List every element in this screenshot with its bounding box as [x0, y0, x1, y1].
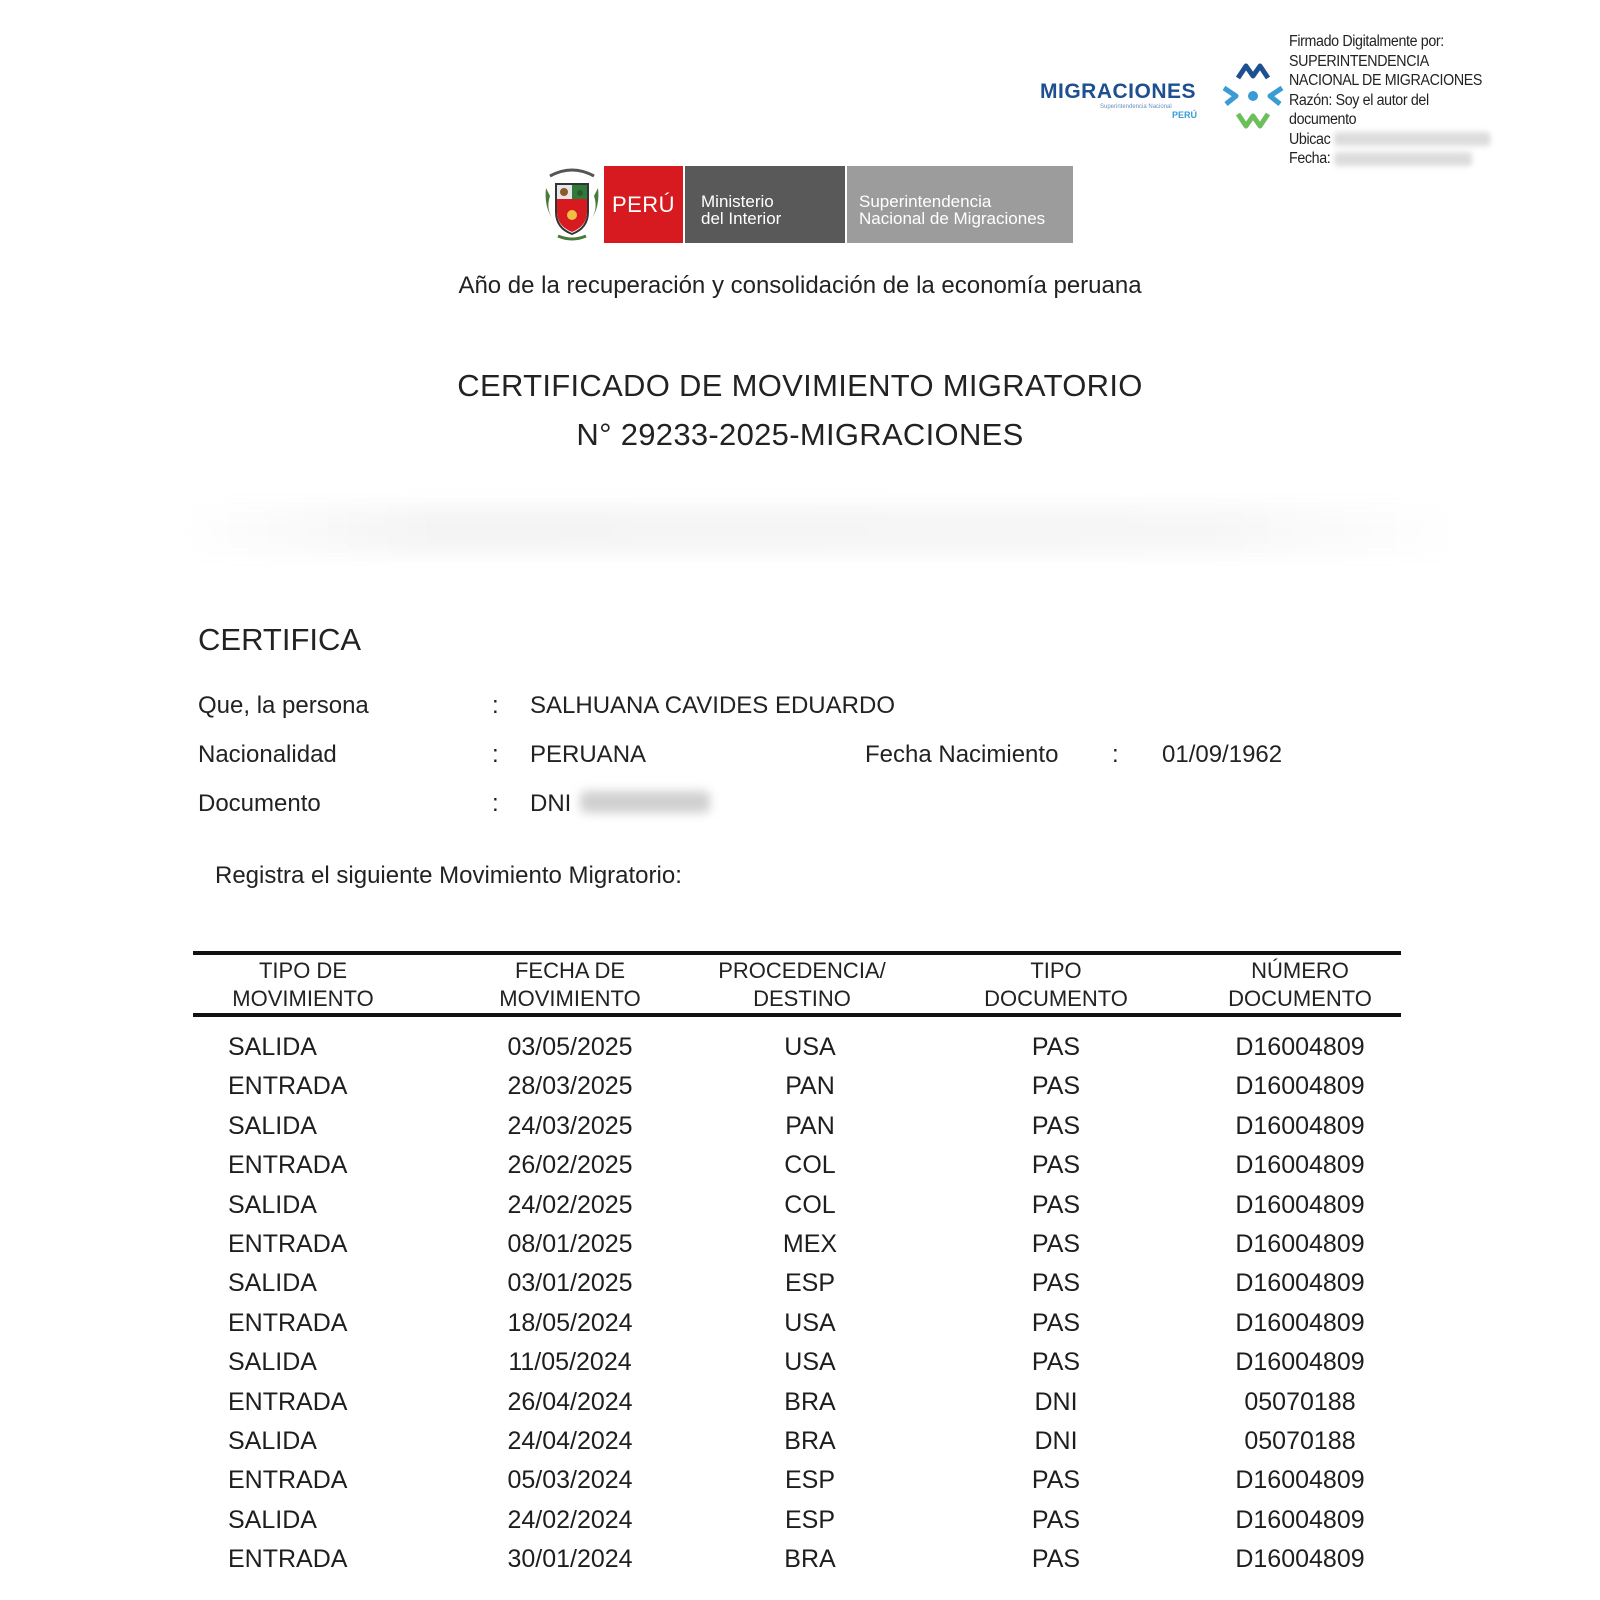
cell-tipo-documento: DNI: [1034, 1427, 1078, 1455]
cell-procedencia-destino: ESP: [784, 1466, 836, 1495]
table-row: [0, 1033, 1600, 1072]
table-row: [0, 1230, 1600, 1269]
table-row: [0, 1348, 1600, 1387]
signature-location: [1289, 130, 1519, 150]
cell-fecha-movimiento: 26/04/2024: [507, 1387, 633, 1416]
cell-tipo-movimiento: ENTRADA: [228, 1230, 348, 1258]
header-line: DOCUMENTO: [1228, 986, 1372, 1011]
cell-procedencia-destino: PAN: [785, 1111, 835, 1140]
cell-tipo-movimiento: ENTRADA: [228, 1308, 348, 1337]
cell-numero-documento: 05070188: [1244, 1427, 1356, 1455]
header-line: TIPO: [1030, 958, 1082, 983]
cell-tipo-documento: PAS: [1031, 1505, 1081, 1534]
cell-procedencia-destino: PAN: [785, 1072, 835, 1101]
signature-date-label: Fecha:: [1289, 150, 1331, 167]
cell-tipo-movimiento: ENTRADA: [228, 1151, 348, 1180]
header-line: MOVIMIENTO: [232, 986, 374, 1011]
cell-fecha-movimiento: 24/02/2024: [507, 1505, 633, 1534]
agency-block: [847, 166, 1073, 243]
cell-tipo-movimiento: SALIDA: [228, 1269, 317, 1298]
cell-tipo-documento: PAS: [1031, 1348, 1081, 1377]
cell-procedencia-destino: BRA: [784, 1387, 836, 1416]
header-procedencia-destino: [672, 957, 932, 1013]
birth-date-value: 01/09/1962: [1162, 741, 1283, 768]
signature-line: NACIONAL DE MIGRACIONES: [1289, 72, 1483, 89]
cell-numero-documento: D16004809: [1235, 1230, 1365, 1258]
government-header: [542, 166, 1073, 243]
cell-fecha-movimiento: 11/05/2024: [508, 1348, 632, 1377]
document-type: DNI: [530, 790, 572, 817]
cell-tipo-movimiento: ENTRADA: [228, 1545, 348, 1574]
header-numero-documento: [1170, 957, 1430, 1013]
header-fecha-movimiento: [440, 957, 700, 1013]
signature-line: Firmado Digitalmente por:: [1289, 33, 1444, 50]
cell-numero-documento: D16004809: [1235, 1466, 1365, 1495]
name-label: Que, la persona: [198, 692, 369, 719]
table-row: [0, 1506, 1600, 1545]
peru-brand-block: [604, 166, 683, 243]
header-tipo-movimiento: [173, 957, 433, 1013]
table-row: [0, 1545, 1600, 1584]
migraciones-logo: [1040, 58, 1290, 138]
cell-procedencia-destino: ESP: [784, 1269, 836, 1298]
migraciones-logo-country: PERÚ: [1172, 110, 1198, 120]
peru-brand-text: PERÚ: [611, 191, 676, 217]
cell-numero-documento: D16004809: [1235, 1505, 1365, 1534]
cell-tipo-documento: PAS: [1031, 1269, 1081, 1298]
cell-numero-documento: D16004809: [1235, 1033, 1365, 1061]
header-line: NÚMERO: [1251, 958, 1349, 983]
cell-tipo-movimiento: SALIDA: [228, 1505, 317, 1534]
cell-tipo-movimiento: ENTRADA: [228, 1387, 348, 1416]
cell-tipo-documento: PAS: [1031, 1190, 1081, 1219]
nationality-label: Nacionalidad: [198, 741, 337, 768]
cell-procedencia-destino: COL: [784, 1190, 836, 1219]
document-title: CERTIFICADO DE MOVIMIENTO MIGRATORIO: [457, 368, 1143, 403]
cell-numero-documento: 05070188: [1244, 1387, 1356, 1416]
signature-line: Razón: Soy el autor del: [1289, 91, 1429, 109]
cell-numero-documento: D16004809: [1235, 1348, 1365, 1377]
cell-numero-documento: D16004809: [1235, 1269, 1365, 1298]
cell-fecha-movimiento: 30/01/2024: [507, 1545, 633, 1574]
document-separator: :: [492, 790, 499, 817]
birth-date-separator: :: [1112, 741, 1119, 768]
table-row: [0, 1309, 1600, 1348]
cell-tipo-documento: PAS: [1031, 1151, 1081, 1180]
cell-numero-documento: D16004809: [1235, 1190, 1365, 1219]
cell-numero-documento: D16004809: [1235, 1308, 1365, 1337]
cell-fecha-movimiento: 28/03/2025: [507, 1072, 633, 1101]
cell-fecha-movimiento: 03/01/2025: [507, 1269, 633, 1298]
header-line: TIPO DE: [258, 958, 347, 983]
cell-fecha-movimiento: 03/05/2025: [507, 1033, 633, 1061]
name-separator: :: [492, 692, 499, 719]
cell-tipo-documento: DNI: [1034, 1387, 1078, 1416]
header-line: MOVIMIENTO: [499, 986, 641, 1011]
cell-procedencia-destino: COL: [784, 1151, 836, 1180]
cell-procedencia-destino: USA: [784, 1033, 836, 1061]
cell-procedencia-destino: MEX: [782, 1230, 838, 1258]
document-number: N° 29233-2025-MIGRACIONES: [576, 417, 1024, 452]
cell-tipo-documento: PAS: [1031, 1033, 1081, 1061]
redacted-band: [180, 505, 1460, 555]
agency-line: Superintendencia: [859, 192, 992, 211]
nationality-value: PERUANA: [530, 741, 647, 768]
header-line: PROCEDENCIA/: [718, 958, 886, 983]
header-line: FECHA DE: [514, 958, 626, 983]
header-line: DOCUMENTO: [984, 986, 1128, 1011]
cell-procedencia-destino: BRA: [784, 1427, 836, 1455]
table-top-rule: [193, 951, 1401, 955]
certifica-heading: CERTIFICA: [198, 622, 362, 657]
cell-fecha-movimiento: 24/02/2025: [507, 1190, 633, 1219]
cell-procedencia-destino: USA: [784, 1348, 836, 1377]
ministry-block: [685, 166, 845, 243]
cell-tipo-documento: PAS: [1031, 1230, 1081, 1258]
year-motto: Año de la recuperación y consolidación de la economía peruana: [458, 272, 1142, 299]
cell-tipo-documento: PAS: [1031, 1308, 1081, 1337]
table-row: [0, 1112, 1600, 1151]
cell-fecha-movimiento: 26/02/2025: [507, 1151, 633, 1180]
document-label: Documento: [198, 790, 321, 817]
agency-line: Nacional de Migraciones: [859, 209, 1046, 228]
cell-tipo-movimiento: ENTRADA: [228, 1072, 348, 1101]
table-row: [0, 1072, 1600, 1111]
cell-numero-documento: D16004809: [1235, 1545, 1365, 1574]
cell-fecha-movimiento: 24/04/2024: [507, 1427, 633, 1455]
signature-line: documento: [1289, 111, 1357, 128]
cell-procedencia-destino: BRA: [784, 1545, 836, 1574]
redacted-location: [1334, 132, 1490, 146]
signature-date: [1289, 149, 1519, 169]
table-row: [0, 1427, 1600, 1466]
movement-intro: Registra el siguiente Movimiento Migratorio:: [215, 862, 682, 889]
migraciones-emblem-icon: [1218, 58, 1288, 134]
cell-procedencia-destino: ESP: [784, 1505, 836, 1534]
table-row: [0, 1151, 1600, 1190]
cell-procedencia-destino: USA: [784, 1308, 836, 1337]
header-tipo-documento: [926, 957, 1186, 1013]
cell-tipo-documento: PAS: [1031, 1072, 1081, 1101]
cell-tipo-documento: PAS: [1031, 1545, 1081, 1574]
cell-fecha-movimiento: 08/01/2025: [507, 1230, 633, 1258]
header-line: DESTINO: [753, 986, 851, 1011]
signature-location-label: Ubicac: [1289, 130, 1331, 148]
table-header-rule: [193, 1013, 1401, 1017]
cell-numero-documento: D16004809: [1235, 1151, 1365, 1180]
redacted-date: [1334, 152, 1472, 166]
person-name: SALHUANA CAVIDES EDUARDO: [530, 692, 895, 719]
table-row: [0, 1191, 1600, 1230]
table-row: [0, 1466, 1600, 1505]
cell-tipo-movimiento: SALIDA: [228, 1190, 317, 1219]
cell-tipo-movimiento: ENTRADA: [228, 1466, 348, 1495]
nationality-separator: :: [492, 741, 499, 768]
cell-tipo-movimiento: SALIDA: [228, 1348, 317, 1377]
birth-date-label: Fecha Nacimiento: [865, 741, 1059, 768]
cell-fecha-movimiento: 05/03/2024: [507, 1466, 633, 1495]
ministry-line: Ministerio: [701, 192, 774, 211]
cell-fecha-movimiento: 18/05/2024: [507, 1308, 633, 1337]
table-row: [0, 1388, 1600, 1427]
cell-fecha-movimiento: 24/03/2025: [507, 1111, 633, 1140]
migraciones-logo-word: MIGRACIONES: [1040, 80, 1197, 103]
cell-tipo-documento: PAS: [1031, 1111, 1081, 1140]
cell-tipo-documento: PAS: [1031, 1466, 1081, 1495]
ministry-line: del Interior: [701, 209, 782, 228]
digital-signature-text: [1289, 32, 1519, 169]
cell-tipo-movimiento: SALIDA: [228, 1111, 317, 1140]
cell-tipo-movimiento: SALIDA: [228, 1427, 317, 1455]
redacted-dni-number: [580, 791, 710, 813]
table-row: [0, 1269, 1600, 1308]
cell-numero-documento: D16004809: [1235, 1111, 1365, 1140]
migraciones-logo-subtitle: Superintendencia Nacional: [1100, 104, 1172, 110]
cell-numero-documento: D16004809: [1235, 1072, 1365, 1101]
signature-line: SUPERINTENDENCIA: [1289, 52, 1429, 70]
cell-tipo-movimiento: SALIDA: [228, 1033, 317, 1061]
peru-coat-of-arms-icon: [542, 166, 602, 243]
